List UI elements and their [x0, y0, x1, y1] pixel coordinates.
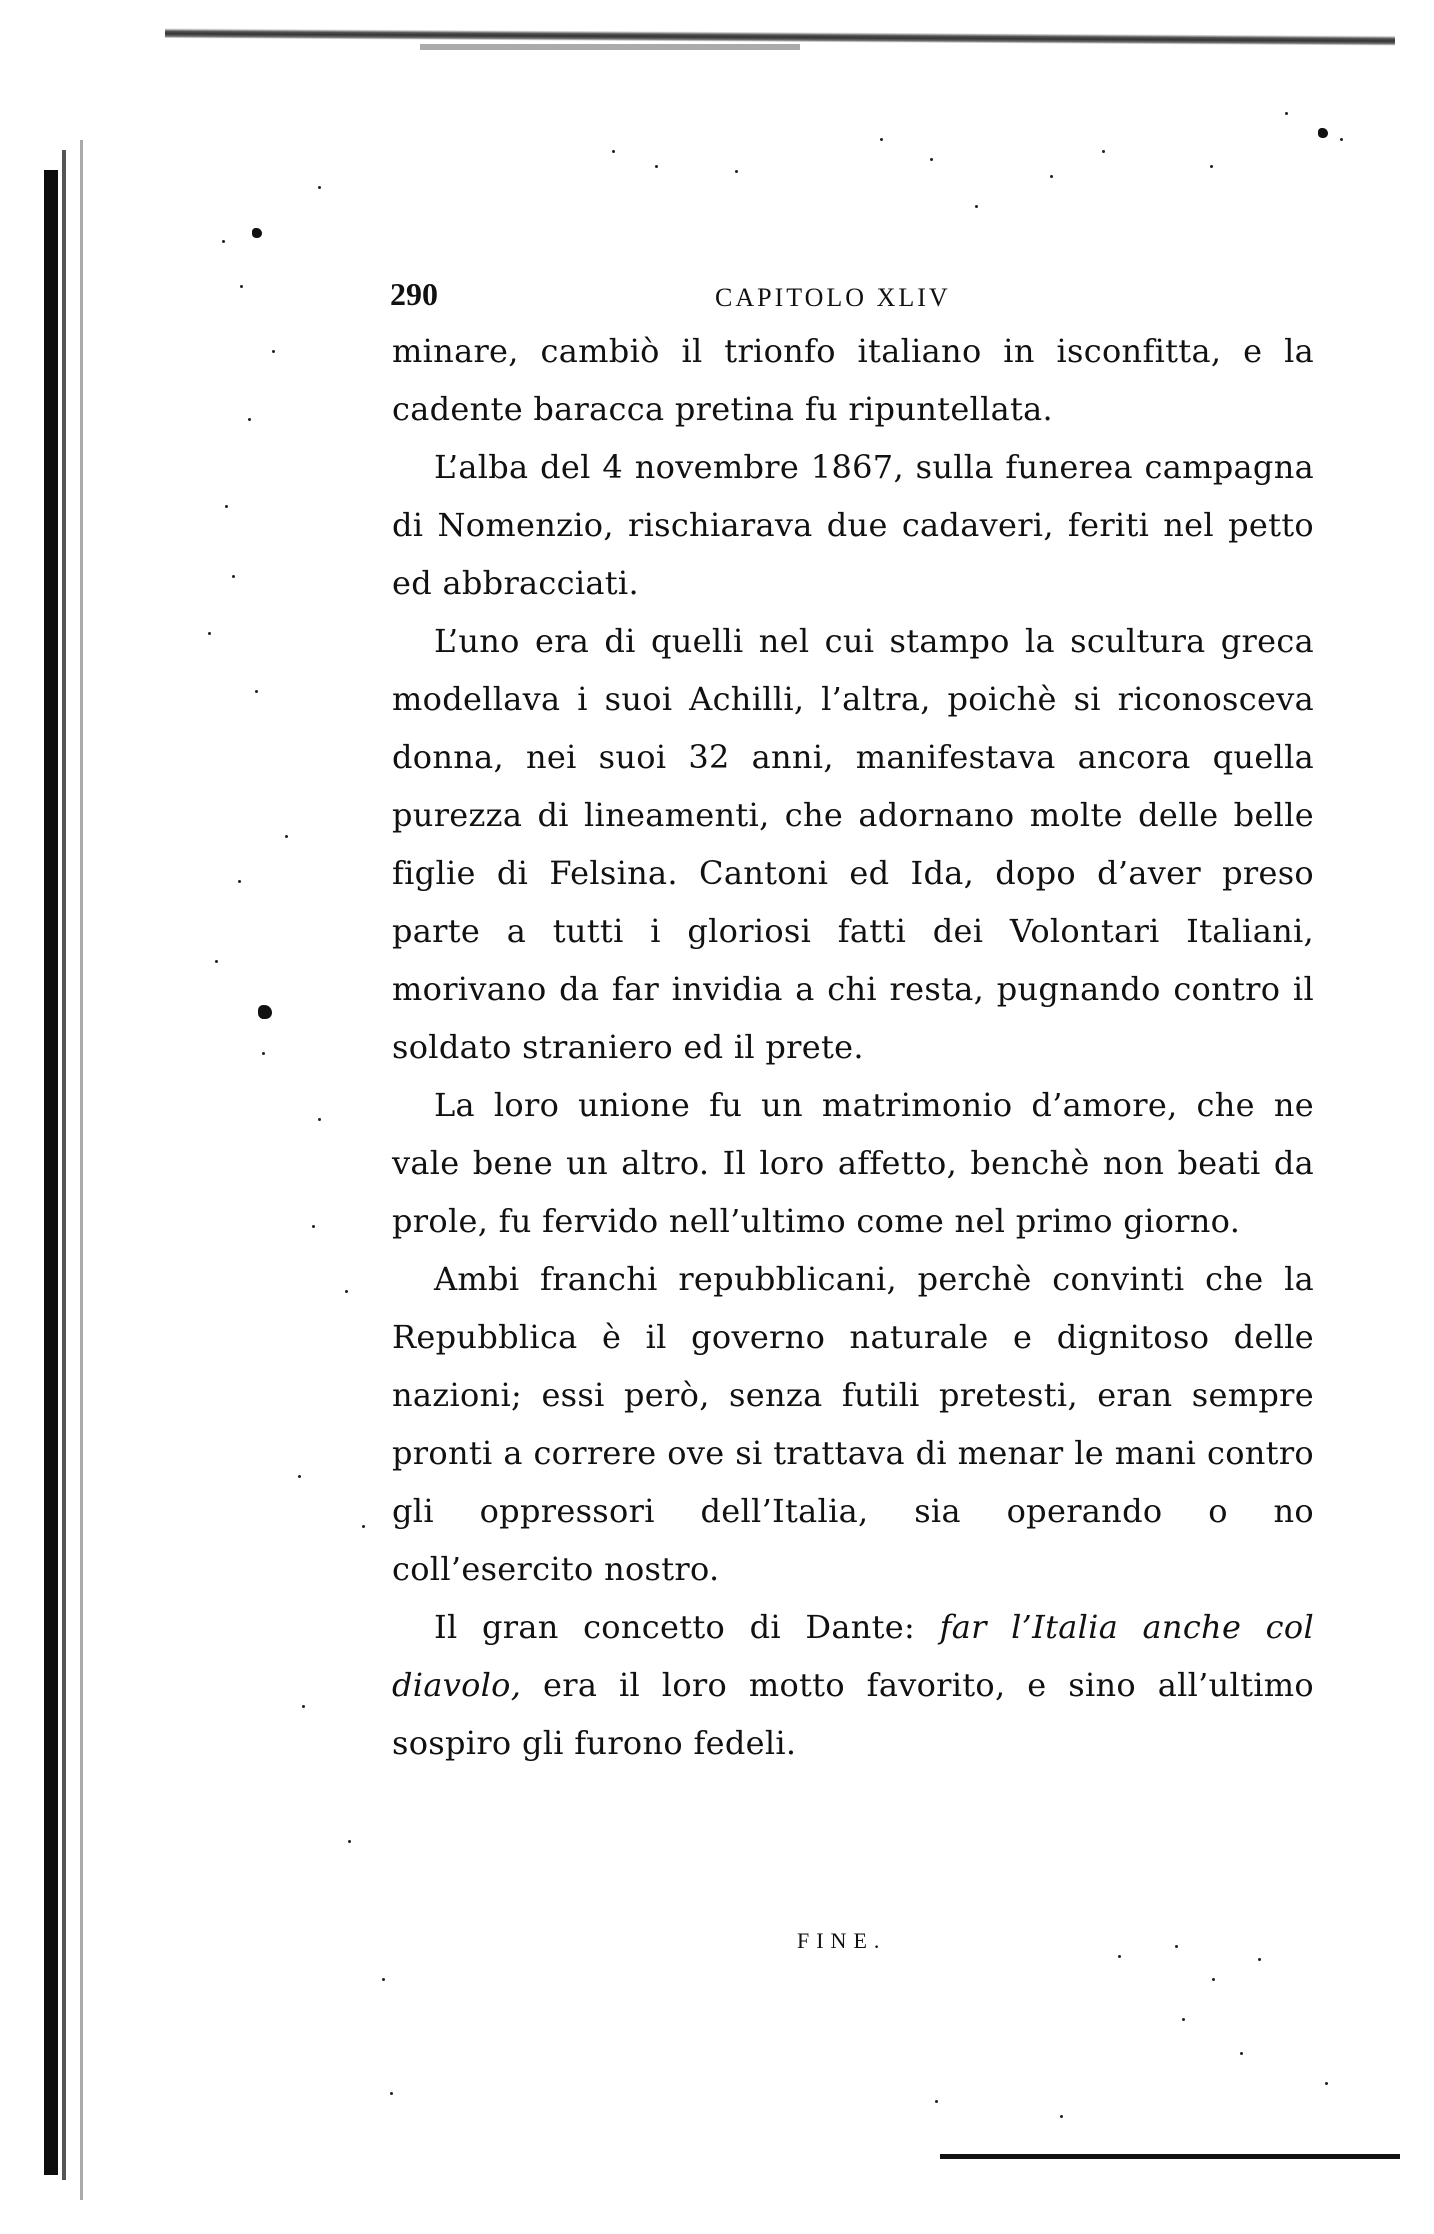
closing-text-end: era il loro motto favorito, e sino all’ultimo sospiro gli furono fedeli. — [392, 1666, 1314, 1762]
end-marker: FINE. — [797, 1928, 887, 1953]
scan-top-rule-shadow — [420, 44, 800, 50]
paragraph: Ambi franchi repubblicani, perchè convinti che la Repubblica è il governo naturale e dignitoso delle nazioni; essi però, senza futili pretesti, eran sempre pronti a correre ove si trattava di menar le mani contro gli oppressori dell’Italia, sia operando o no coll’esercito nostro. — [392, 1260, 1314, 1588]
paragraph: minare, cambiò il trionfo italiano in isconfitta, e la cadente baracca pretina fu ripuntellata. — [392, 332, 1314, 428]
ink-blot — [252, 228, 262, 238]
dante-quote: far l’Italia anche col diavolo, — [392, 1608, 1314, 1704]
chapter-heading: CAPITOLO XLIV — [715, 283, 951, 312]
scan-binding-edge-faint — [80, 140, 83, 2200]
scan-binding-edge — [44, 170, 58, 2175]
body-text — [392, 322, 1314, 1772]
closing-text-start: Il gran concetto di Dante: — [434, 1608, 940, 1646]
scan-binding-edge-line — [62, 150, 66, 2180]
closing-paragraph — [392, 1598, 1314, 1772]
paragraph: La loro unione fu un matrimonio d’amore, che ne vale bene un altro. Il loro affetto, benchè non beati da prole, fu fervido nell’ultimo come nel primo giorno. — [392, 1086, 1314, 1240]
paragraph: L’alba del 4 novembre 1867, sulla funerea campagna di Nomenzio, rischiarava due cadaveri, feriti nel petto ed abbracciati. — [392, 448, 1314, 602]
ink-blot — [258, 1005, 272, 1019]
page-header — [390, 272, 1290, 322]
ink-blot — [1318, 128, 1328, 138]
paragraph: L’uno era di quelli nel cui stampo la scultura greca modellava i suoi Achilli, l’altra, poichè si riconosceva donna, nei suoi 32 anni, manifestava ancora quella purezza di lineamenti, che adornano molte delle belle figlie di Felsina. Cantoni ed Ida, dopo d’aver preso parte a tutti i gloriosi fatti dei Volontari Italiani, morivano da far invidia a chi resta, pugnando contro il soldato straniero ed il prete. — [392, 622, 1314, 1066]
page-number: 290 — [390, 276, 438, 312]
scan-bottom-rule — [940, 2154, 1400, 2159]
